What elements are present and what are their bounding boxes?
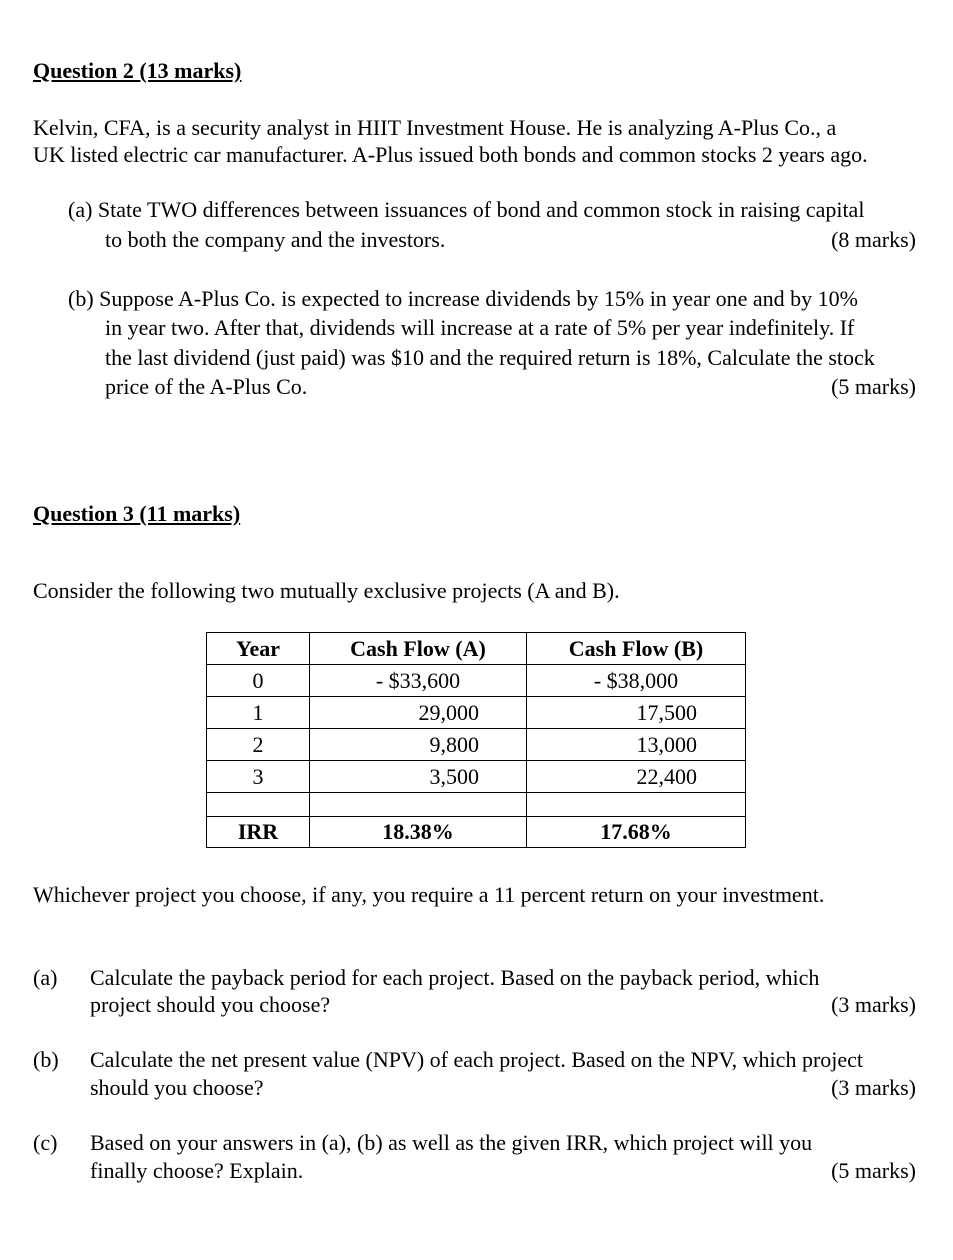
header-year: Year — [207, 633, 310, 665]
table-row — [207, 761, 746, 793]
cell-cash-flow-a: 3,500 — [310, 761, 527, 793]
q3b-marks: (3 marks) — [831, 1075, 916, 1100]
q2-heading: Question 2 (13 marks) — [33, 58, 242, 83]
irr-label: IRR — [207, 817, 310, 848]
cell-year: 1 — [207, 697, 310, 729]
cell-cash-flow-a: 29,000 — [310, 697, 527, 729]
q3c-line1: Based on your answers in (a), (b) as well as the given IRR, which project will you — [90, 1130, 813, 1155]
q2b-line2: in year two. After that, dividends will increase at a rate of 5% per year indefinitely. If — [105, 315, 855, 340]
table-irr-row — [207, 817, 746, 848]
q2b-marks: (5 marks) — [831, 374, 916, 399]
q3-requirement: Whichever project you choose, if any, you require a 11 percent return on your investment. — [33, 882, 825, 907]
q2a-marks: (8 marks) — [831, 227, 916, 252]
q2b-line1: (b) Suppose A-Plus Co. is expected to increase dividends by 15% in year one and by 10% — [68, 286, 859, 311]
blank-cell — [310, 793, 527, 817]
q3b-label: (b) — [33, 1047, 59, 1072]
header-cash-flow-b: Cash Flow (B) — [527, 633, 746, 665]
table-header-row — [207, 633, 746, 665]
cell-cash-flow-b: 13,000 — [527, 729, 746, 761]
q3a-line1: Calculate the payback period for each project. Based on the payback period, which — [90, 965, 820, 990]
q2a-line2: to both the company and the investors. — [105, 227, 446, 252]
table-row — [207, 729, 746, 761]
table-blank-row — [207, 793, 746, 817]
q3c-label: (c) — [33, 1130, 58, 1155]
q3-heading: Question 3 (11 marks) — [33, 501, 241, 526]
table-row — [207, 697, 746, 729]
cell-year: 0 — [207, 665, 310, 697]
q2b-line4: price of the A-Plus Co. — [105, 374, 308, 399]
cell-cash-flow-b: - $38,000 — [527, 665, 746, 697]
header-cash-flow-a: Cash Flow (A) — [310, 633, 527, 665]
q3a-line2: project should you choose? — [90, 992, 331, 1017]
q2a-line1: (a) State TWO differences between issuances of bond and common stock in raising capital — [68, 197, 865, 222]
cash-flow-table — [206, 632, 746, 848]
q3c-line2: finally choose? Explain. — [90, 1158, 304, 1183]
q2-intro-line1: Kelvin, CFA, is a security analyst in HIIT Investment House. He is analyzing A-Plus Co., a — [33, 115, 837, 140]
cell-year: 2 — [207, 729, 310, 761]
q3-intro: Consider the following two mutually exclusive projects (A and B). — [33, 578, 620, 603]
q2-intro-line2: UK listed electric car manufacturer. A-Plus issued both bonds and common stocks 2 years ago. — [33, 142, 868, 167]
blank-cell — [527, 793, 746, 817]
q3a-marks: (3 marks) — [831, 992, 916, 1017]
cell-cash-flow-a: 9,800 — [310, 729, 527, 761]
q2b-line3: the last dividend (just paid) was $10 and the required return is 18%, Calculate the stock — [105, 345, 875, 370]
q3b-line1: Calculate the net present value (NPV) of each project. Based on the NPV, which project — [90, 1047, 864, 1072]
q3a-label: (a) — [33, 965, 58, 990]
q3b-line2: should you choose? — [90, 1075, 264, 1100]
cell-cash-flow-b: 22,400 — [527, 761, 746, 793]
cell-cash-flow-a: - $33,600 — [310, 665, 527, 697]
cell-cash-flow-b: 17,500 — [527, 697, 746, 729]
q3c-marks: (5 marks) — [831, 1158, 916, 1183]
irr-b: 17.68% — [527, 817, 746, 848]
blank-cell — [207, 793, 310, 817]
irr-a: 18.38% — [310, 817, 527, 848]
cell-year: 3 — [207, 761, 310, 793]
table-row — [207, 665, 746, 697]
